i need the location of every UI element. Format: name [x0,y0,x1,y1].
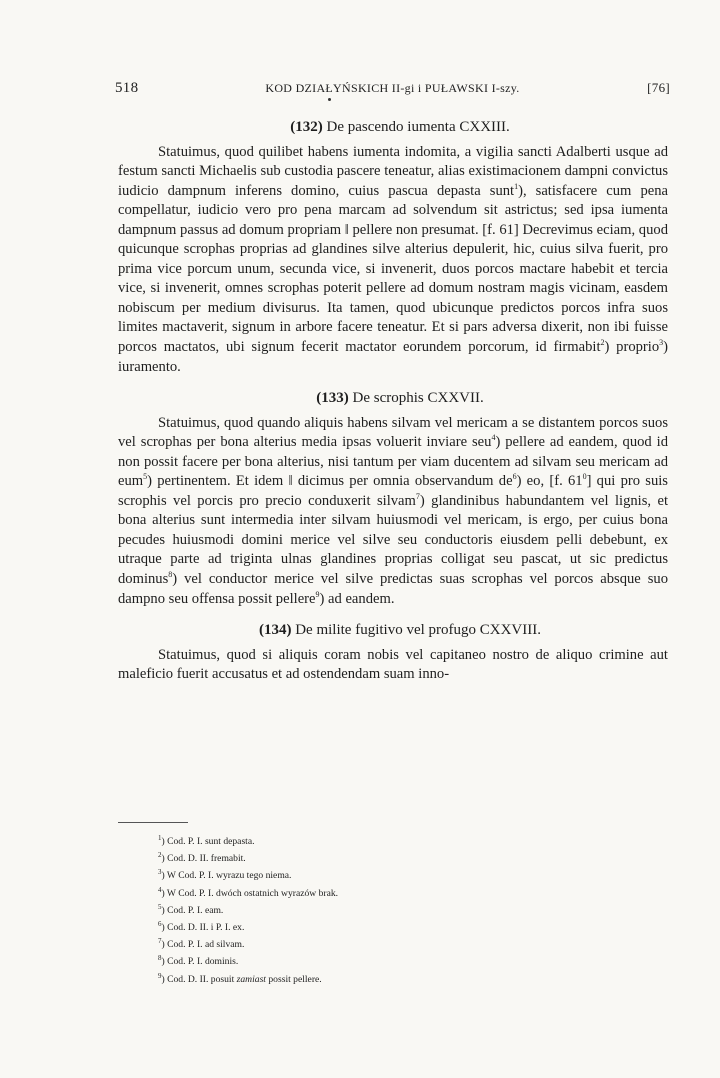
footnote: $^2$) Cod. D. II. fremabit. [158,851,246,865]
footnote: $^5$) Cod. P. I. eam. [158,902,224,916]
section-number: (132) [290,119,323,135]
footnote-mark: 5 [158,902,162,911]
folio-reference: [76] [647,80,670,95]
footnote: $^3$) W Cod. P. I. wyrazu tego niema. [158,868,292,882]
footnotes [158,833,638,988]
footnote-mark: 8 [158,954,162,963]
footnote-marker: 1 [514,181,519,191]
running-title: KOD DZIAŁYŃSKICH II-gi i PUŁAWSKI I-szy. [265,81,520,95]
footnote-marker: 8 [168,570,173,580]
footnote-mark: 3 [158,868,162,877]
footnote-marker: 0 [582,472,587,482]
footnote-marker: 5 [143,472,148,482]
section-title: De milite fugitivo vel profugo CXXVIII. [291,622,542,639]
footnote-marker: 3 [659,338,664,348]
main-text [118,118,668,685]
footnote: $^4$) W Cod. P. I. dwóch ostatnich wyrazów brak. [158,885,339,899]
footnote-marker: 2 [600,338,605,348]
footnote-mark: 4 [158,885,162,894]
section-title: De scrophis CXXVII. [348,390,484,407]
footnote-mark: 7 [158,937,162,946]
section-heading [118,118,668,138]
section-gap [118,377,668,389]
footnote-italic: zamiast [236,973,266,985]
section-number: (133) [316,390,349,407]
footnote-mark: 9 [158,971,162,980]
paragraph: Statuimus, quod si aliquis coram nobis vel capitaneo nostro de aliquo crimine aut maleficio fuerit accusatus et ad ostendendam suam inno- [118,646,668,683]
footnote-mark: 6 [158,919,162,928]
section-title: De pascendo iumenta CXXIII. [322,119,510,135]
footnote: $^1$) Cod. P. I. sunt depasta. [158,833,255,847]
section-number: (134) [258,622,292,639]
footnote-marker: 4 [491,433,496,443]
page-number: 518 [115,80,139,96]
footnote-rule [118,822,188,823]
section-heading [118,621,668,641]
footnote: $^6$) Cod. D. II. i P. I. ex. [158,919,245,934]
footnote: $^9$) Cod. D. II. posuit zamiast possit pellere. [158,971,322,985]
section-gap [118,609,668,621]
footnote: $^8$) Cod. P. I. dominis. [158,954,239,968]
footnote: $^7$) Cod. P. I. ad silvam. [158,937,245,951]
section-heading [118,389,668,409]
paragraph: Statuimus, quod quilibet habens iumenta indomita, a vigilia sancti Adalberti usque ad festum sancti Michaelis sub custodia pascere teneatur, alias existimacionem dampni convictus iudicio dampnum inferens domino, cuius pascua depasta sunt$^1$), satisfacere cum pena compellatur, iudicio vero pro pena marcam ad solvendum sit astrictus; sed ipsa iumenta dampnum passus ad domum propriam ‖ pellere non presumat. [f. 61] Decrevimus eciam, quod quicunque scrophas proprias ad glandines silve alterius depulerit, hic, cuius silva fuerit, pro prima vice porcum unum, secunda vice, si invenerit, duos porcos mactare habebit et tercia vice, si invenerit, omnes scrophas poterit pellere ad domum nostram magis vicinam, easdem nobiscum per medium divisurus. Ita tamen, quod ubicunque predictos porcos infra suos limites mactaverit, signum in arbore facere teneatur. Et si pars adversa dixerit, non ibi fuisse porcos mactatos, ubi signum fecerit mactator eorundem porcorum, id firmabit$^2$) proprio$^3$) iuramento. [118,143,669,375]
header-dot [328,98,331,101]
footnote-marker: 9 [315,589,320,599]
paragraph: Statuimus, quod quando aliquis habens silvam vel mericam a se distantem porcos suos vel scrophas per bona alterius media ipsas voluerit inviare seu$^4$) pellere ad eandem, quod id non possit facere per bona alterius, nisi tantum per viam ducentem ad silvam seu mericam ad eum$^5$) pertinentem. Et idem ‖ dicimus per omnia observandum $de^6$) eo, [f. $61^0$] qui pro suis scrophis vel porcis pro precio conduxerit silvam$^7$) glandinibus habundantem vel lignis, et bona alterius sunt intermedia inter silvam huiusmodi vel mericam, is ergo, per cuius bona pecudes huiusmodi domini merice vel silve seu conductoris eiusdem pelli debebunt, ex utraque parte ad triginta ulnas glandines proprias colligat seu pascat, ut sic predictus dominus$^8$) vel conductor merice vel silve predictas suas scrophas vel porcos absque suo dampno seu offensa possit pellere$^9$) ad eandem. [118,414,669,607]
footnote-marker: 7 [415,491,420,501]
footnote-mark: 2 [158,851,162,860]
footnote-mark: 1 [158,833,162,842]
footnote-marker: 6 [512,472,517,482]
